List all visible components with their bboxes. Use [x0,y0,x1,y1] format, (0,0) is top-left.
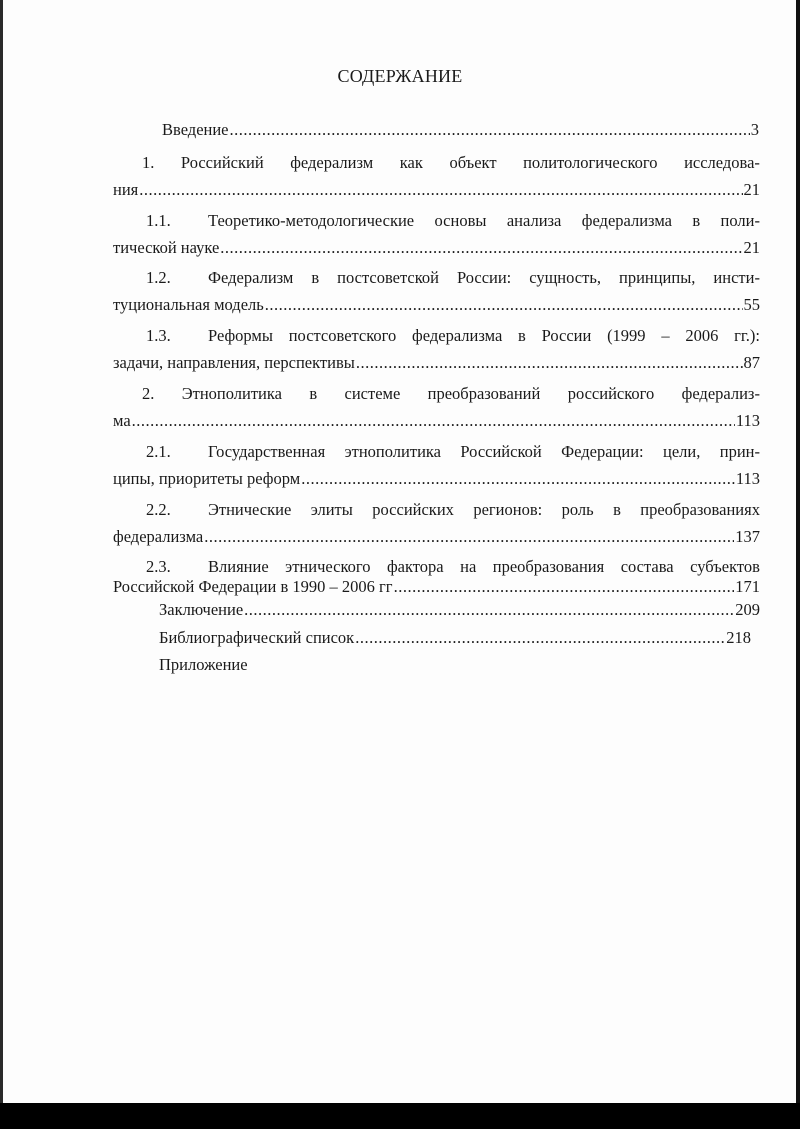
toc-word: прин- [719,442,760,461]
toc-word: Федерализм [208,268,294,287]
toc-heading-line [208,326,760,346]
toc-word: политологического [523,153,658,172]
toc-word: состава [620,557,674,576]
toc-word: федерализ- [681,384,760,403]
toc-label: туциональная модель [113,295,264,314]
toc-leader-dots [132,411,735,431]
toc-leader-dots [139,180,742,200]
toc-word: постсоветского [288,326,397,345]
toc-label: тической науке [113,238,220,257]
toc-label: задачи, направления, перспективы [113,353,355,372]
toc-continuation-line [113,180,760,200]
toc-label: ния [113,180,139,199]
scan-bottom-band [0,1103,800,1129]
toc-number: 1. [142,153,155,172]
toc-continuation-line [113,353,760,373]
toc-heading-line [208,557,760,577]
toc-heading-line [208,442,760,462]
toc-leader-dots [301,469,735,489]
toc-word: России: [456,268,512,287]
toc-word: российского [567,384,655,403]
toc-word: Этнические [208,500,292,519]
toc-word: преобразованиях [640,500,760,519]
toc-word: субъектов [690,557,760,576]
toc-label: Введение [162,120,229,139]
toc-page-number: 55 [743,295,760,314]
toc-page-number: 113 [735,411,760,430]
toc-word: объект [449,153,497,172]
toc-word: Этнополитика [181,384,282,403]
toc-word: России [541,326,592,345]
toc-number: 1.2. [146,268,171,287]
toc-word: 2006 [685,326,719,345]
toc-entry-appendix[interactable] [159,655,248,675]
toc-number: 2. [142,384,155,403]
toc-label: Библиографический список [159,628,355,647]
toc-word: элиты [310,500,353,519]
toc-word: роль [561,500,594,519]
toc-label: Приложение [159,655,248,674]
page-title: СОДЕРЖАНИЕ [337,66,463,86]
toc-entry-conclusion[interactable] [159,600,760,620]
toc-heading-line [142,384,760,404]
toc-leader-dots [244,600,734,620]
toc-word: поли- [720,211,760,230]
toc-word: принципы, [618,268,696,287]
toc-heading-line [208,211,760,231]
toc-page-number: 21 [743,180,760,199]
toc-word: в [692,211,701,230]
toc-word: фактора [386,557,444,576]
toc-word: в [613,500,621,519]
toc-word: в [309,384,318,403]
toc-word: Федерации: [561,442,644,461]
toc-number: 2.1. [146,442,171,461]
toc-word: системе [344,384,401,403]
toc-continuation-line [113,238,760,258]
toc-word: этнического [285,557,371,576]
toc-leader-dots [265,295,743,315]
toc-word: в [311,268,320,287]
toc-entry-bibliography[interactable] [159,628,751,648]
toc-leader-dots [230,120,750,140]
toc-page-number: 218 [726,628,751,647]
toc-page-number: 137 [735,527,760,546]
toc-continuation-line [113,527,760,547]
scan-left-edge [0,0,3,1129]
toc-word: Влияние [208,557,269,576]
toc-page-number: 21 [743,238,760,257]
toc-leader-dots [356,353,743,373]
toc-word: федерализма [581,211,672,230]
toc-word: как [399,153,423,172]
toc-page-number: 3 [750,120,759,139]
toc-word: федерализма [412,326,503,345]
toc-page-number: 209 [735,600,760,619]
toc-continuation-line [113,411,760,431]
toc-word: в [518,326,526,345]
toc-word: Государственная [208,442,326,461]
toc-word: этнополитика [344,442,441,461]
toc-label: Российской Федерации в 1990 – 2006 гг [113,577,393,596]
toc-page-number: 171 [735,577,760,596]
toc-label: ма [113,411,131,430]
toc-continuation-line [113,577,760,597]
toc-entry-intro[interactable] [162,120,759,140]
toc-number: 1.3. [146,326,171,345]
toc-word: Российской [460,442,542,461]
toc-word: на [460,557,477,576]
toc-word: регионов: [473,500,543,519]
toc-page-number: 113 [735,469,760,488]
toc-heading-line [142,153,760,173]
toc-number: 2.3. [146,557,171,576]
toc-word: российских [372,500,454,519]
toc-word: исследова- [684,153,760,172]
toc-continuation-line [113,469,760,489]
toc-word: инсти- [713,268,760,287]
toc-label: федерализма [113,527,204,546]
toc-leader-dots [220,238,742,258]
scan-right-edge [796,0,800,1129]
toc-word: гг.): [734,326,760,345]
toc-number: 2.2. [146,500,171,519]
toc-heading-line [208,500,760,520]
toc-word: постсоветской [337,268,439,287]
toc-word: (1999 [607,326,646,345]
toc-word: сущность, [529,268,601,287]
toc-word: цели, [663,442,701,461]
toc-leader-dots [204,527,734,547]
toc-label: ципы, приоритеты реформ [113,469,301,488]
toc-word: Реформы [208,326,273,345]
toc-label: Заключение [159,600,244,619]
toc-word: преобразования [492,557,605,576]
toc-word: федерализм [290,153,374,172]
toc-heading-line [208,268,760,288]
toc-number: 1.1. [146,211,171,230]
toc-continuation-line [113,295,760,315]
toc-word: основы [434,211,487,230]
toc-leader-dots [355,628,725,648]
toc-word: преобразований [427,384,541,403]
toc-page-number: 87 [743,353,760,372]
toc-word: Теоретико-методологические [208,211,415,230]
toc-word: – [661,326,670,345]
toc-word: анализа [506,211,562,230]
toc-word: Российский [180,153,264,172]
toc-leader-dots [394,577,735,597]
